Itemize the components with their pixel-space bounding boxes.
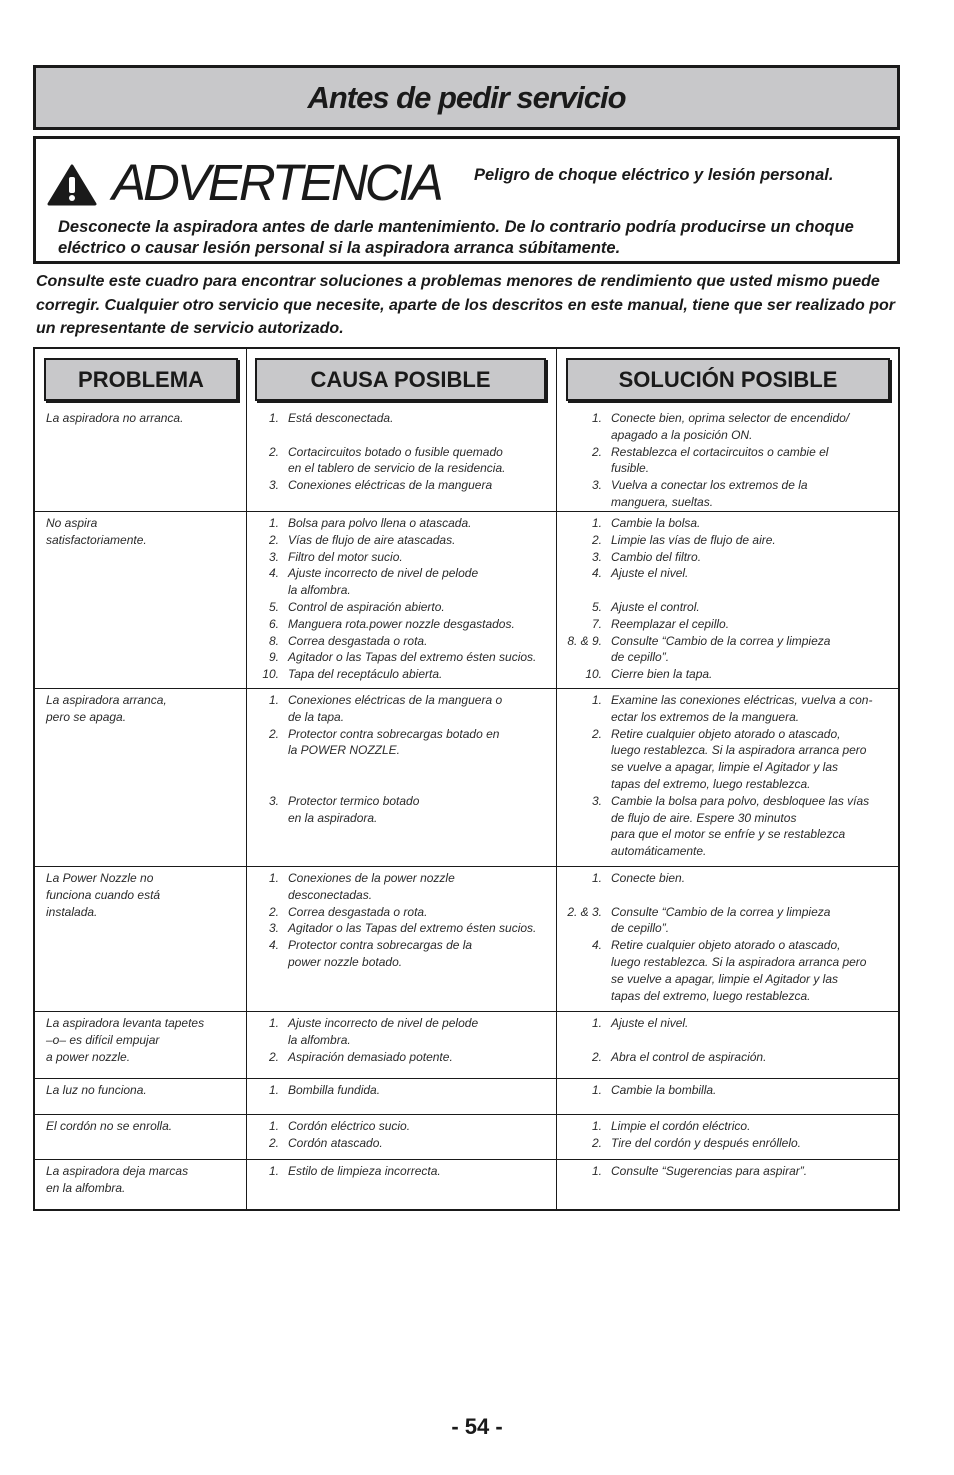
list-item-number: 3. bbox=[591, 793, 602, 808]
list-item-number: 1. bbox=[591, 1083, 602, 1097]
list-item-number: 2. bbox=[268, 444, 279, 459]
list-item-text: Consulte “Cambio de la correa y limpieza bbox=[611, 633, 831, 648]
row-divider bbox=[35, 1159, 898, 1160]
list-item-text: Conexiones eléctricas de la manguera o bbox=[288, 693, 503, 707]
header-problem: PROBLEMA bbox=[44, 358, 238, 401]
list-item-number: 3. bbox=[591, 549, 602, 564]
row-divider bbox=[35, 1114, 898, 1115]
row-divider bbox=[35, 866, 898, 867]
list-item-text: Agitador o las Tapas del extremo ésten sucios. bbox=[288, 650, 537, 665]
list-item-number: 2. bbox=[268, 1049, 279, 1064]
row-divider bbox=[35, 511, 898, 512]
list-item-text: power nozzle botado. bbox=[288, 954, 403, 969]
list-item-text: Abra el control de aspiración. bbox=[611, 1049, 767, 1064]
list-item-text: Tapa del receptáculo abierta. bbox=[288, 667, 443, 682]
list-item-text: Limpie el cordón eléctrico. bbox=[611, 1119, 751, 1133]
list-item-number: 5. bbox=[268, 599, 279, 614]
list-item-number: 2. bbox=[268, 904, 279, 919]
troubleshooting-table bbox=[33, 347, 900, 1211]
list-item: en la alfombra. bbox=[46, 1180, 126, 1195]
list-item-number: 1. bbox=[268, 1164, 279, 1178]
list-item-text: Ajuste el nivel. bbox=[611, 566, 689, 581]
list-item-text: Ajuste el nivel. bbox=[611, 1016, 689, 1030]
list-item-text: de cepillo”. bbox=[611, 650, 670, 665]
list-item-text: se vuelve a apagar, limpie el Agitador y las bbox=[611, 971, 839, 986]
list-item-text: Estilo de limpieza incorrecta. bbox=[288, 1164, 441, 1178]
list-item-number: 2. bbox=[591, 1049, 602, 1064]
page-title: Antes de pedir servicio bbox=[307, 79, 626, 115]
list-item-text: fusible. bbox=[611, 461, 650, 476]
list-item-text: Filtro del motor sucio. bbox=[288, 549, 403, 564]
list-item-text: Examine las conexiones eléctricas, vuelva a con- bbox=[611, 693, 873, 707]
list-item-number: 1. bbox=[591, 871, 602, 885]
list-item-text: Protector contra sobrecargas de la bbox=[288, 938, 473, 953]
warning-triangle-icon bbox=[47, 164, 97, 206]
list-item-text: Cortacircuitos botado o fusible quemado bbox=[288, 444, 503, 459]
list-item-text: Cordón atascado. bbox=[288, 1135, 383, 1150]
list-item-number: 1. bbox=[591, 693, 602, 707]
list-item-text: Ajuste incorrecto de nivel de pelode bbox=[288, 1016, 479, 1030]
cell-problem bbox=[46, 692, 167, 726]
list-item-number: 2. & 3. bbox=[567, 904, 602, 919]
list-item-text: luego restablezca. Si la aspiradora arranca pero bbox=[611, 954, 867, 969]
list-item: satisfactoriamente. bbox=[46, 532, 147, 547]
list-item-text: desconectadas. bbox=[288, 887, 373, 902]
cell-problem bbox=[46, 1118, 172, 1135]
list-item-text: Cambie la bombilla. bbox=[611, 1083, 717, 1097]
list-item-text: se vuelve a apagar, limpie el Agitador y las bbox=[611, 760, 839, 775]
column-divider bbox=[556, 349, 557, 1209]
list-item-text: Conecte bien. bbox=[611, 871, 686, 885]
list-item-number: 2. bbox=[268, 726, 279, 741]
list-item-text: Protector termico botado bbox=[288, 793, 420, 808]
list-item-number: 4. bbox=[591, 566, 602, 581]
list-item-number: 1. bbox=[268, 1119, 279, 1133]
list-item-text: Cambie la bolsa para polvo, desbloquee las vías bbox=[611, 793, 870, 808]
list-item-text: Cambie la bolsa. bbox=[611, 516, 701, 530]
list-item-text: Manguera rota.power nozzle desgastados. bbox=[288, 616, 515, 631]
list-item-text: Control de aspiración abierto. bbox=[288, 599, 445, 614]
cell-problem bbox=[46, 1015, 204, 1065]
list-item-text: Consulte “Sugerencias para aspirar”. bbox=[611, 1164, 808, 1178]
list-item-number: 1. bbox=[591, 516, 602, 530]
list-item-text: Reemplazar el cepillo. bbox=[611, 616, 730, 631]
list-item-number: 2. bbox=[268, 1135, 279, 1150]
list-item-text: Consulte “Cambio de la correa y limpieza bbox=[611, 904, 831, 919]
list-item-text: Vuelva a conectar los extremos de la bbox=[611, 478, 808, 493]
list-item-text: Aspiración demasiado potente. bbox=[288, 1049, 453, 1064]
list-item-text: Agitador o las Tapas del extremo ésten sucios. bbox=[288, 921, 537, 936]
list-item-number: 8. bbox=[268, 633, 279, 648]
list-item: La luz no funciona. bbox=[46, 1083, 147, 1097]
list-item-text: ectar los extremos de la manguera. bbox=[611, 709, 800, 724]
list-item-text: Bombilla fundida. bbox=[288, 1083, 381, 1097]
list-item-text: Cambio del filtro. bbox=[611, 549, 702, 564]
list-item-number: 3. bbox=[268, 793, 279, 808]
list-item-number: 1. bbox=[268, 1083, 279, 1097]
list-item-text: Correa desgastada o rota. bbox=[288, 904, 428, 919]
list-item-text: Limpie las vías de flujo de aire. bbox=[611, 532, 776, 547]
list-item-number: 2. bbox=[591, 1135, 602, 1150]
list-item-number: 5. bbox=[591, 599, 602, 614]
list-item-number: 3. bbox=[591, 478, 602, 493]
list-item-text: en el tablero de servicio de la residencia. bbox=[288, 461, 506, 476]
warning-subtitle: Peligro de choque eléctrico y lesión personal. bbox=[474, 166, 834, 184]
list-item-number: 1. bbox=[591, 1119, 602, 1133]
list-item-number: 2. bbox=[591, 726, 602, 741]
list-item: pero se apaga. bbox=[46, 709, 127, 724]
list-item: instalada. bbox=[46, 904, 98, 919]
list-item-text: Cordón eléctrico sucio. bbox=[288, 1119, 411, 1133]
list-item-text: Protector contra sobrecargas botado en bbox=[288, 726, 500, 741]
warning-body: Desconecte la aspiradora antes de darle mantenimiento. De lo contrario podría producirse un choque eléctrico o causar lesión personal si la aspiradora arranca súbitamente. bbox=[58, 218, 854, 257]
cell-problem bbox=[46, 410, 183, 427]
list-item-text: para que el motor se enfríe y se restablezca bbox=[611, 827, 846, 842]
list-item-text: Ajuste el control. bbox=[611, 599, 700, 614]
row-divider bbox=[35, 1011, 898, 1012]
list-item: La aspiradora deja marcas bbox=[46, 1164, 189, 1178]
list-item-number: 1. bbox=[268, 411, 279, 425]
list-item-text: tapas del extremo, luego restablezca. bbox=[611, 988, 811, 1003]
list-item: No aspira bbox=[46, 516, 98, 530]
list-item-number: 10. bbox=[262, 667, 279, 682]
column-divider bbox=[246, 349, 247, 1209]
list-item-number: 10. bbox=[585, 667, 602, 682]
warning-box bbox=[33, 136, 900, 264]
list-item-number: 3. bbox=[268, 549, 279, 564]
header-solution: SOLUCIÓN POSIBLE bbox=[566, 358, 890, 401]
row-divider bbox=[35, 688, 898, 689]
list-item-text: Cierre bien la tapa. bbox=[611, 667, 713, 682]
list-item-number: 4. bbox=[591, 938, 602, 953]
list-item-text: la alfombra. bbox=[288, 1032, 351, 1047]
cell-problem bbox=[46, 1082, 147, 1099]
list-item-text: manguera, sueltas. bbox=[611, 494, 714, 509]
warning-title: ADVERTENCIA bbox=[112, 154, 441, 211]
header-cause: CAUSA POSIBLE bbox=[255, 358, 546, 401]
list-item-number: 1. bbox=[591, 1164, 602, 1178]
page-title-bar bbox=[33, 65, 900, 130]
list-item-text: Bolsa para polvo llena o atascada. bbox=[288, 516, 472, 530]
list-item: La aspiradora no arranca. bbox=[46, 411, 184, 425]
page-number: - 54 - bbox=[451, 1414, 503, 1439]
list-item-text: tapas del extremo, luego restablezca. bbox=[611, 776, 811, 791]
list-item-text: Restablezca el cortacircuitos o cambie el bbox=[611, 444, 829, 459]
list-item-text: de cepillo”. bbox=[611, 921, 670, 936]
list-item-number: 2. bbox=[268, 532, 279, 547]
list-item-number: 7. bbox=[591, 616, 602, 631]
cell-problem bbox=[46, 515, 147, 549]
list-item-text: la alfombra. bbox=[288, 583, 351, 598]
list-item-number: 1. bbox=[268, 871, 279, 885]
list-item-number: 1. bbox=[591, 1016, 602, 1030]
list-item-text: Retire cualquier objeto atorado o atascado, bbox=[611, 726, 841, 741]
list-item-number: 9. bbox=[268, 650, 279, 665]
row-divider bbox=[35, 1078, 898, 1079]
list-item-number: 2. bbox=[591, 532, 602, 547]
list-item-text: de flujo de aire. Espere 30 minutos bbox=[611, 810, 797, 825]
list-item-text: de la tapa. bbox=[288, 709, 345, 724]
list-item: funciona cuando está bbox=[46, 887, 161, 902]
list-item-text: Está desconectada. bbox=[288, 411, 394, 425]
list-item-text: Ajuste incorrecto de nivel de pelode bbox=[288, 566, 479, 581]
list-item-text: automáticamente. bbox=[611, 844, 707, 859]
list-item-text: en la aspiradora. bbox=[288, 810, 378, 825]
list-item-number: 2. bbox=[591, 444, 602, 459]
list-item: El cordón no se enrolla. bbox=[46, 1119, 173, 1133]
list-item-number: 3. bbox=[268, 478, 279, 493]
cell-problem bbox=[46, 1163, 188, 1197]
list-item-text: Conexiones eléctricas de la manguera bbox=[288, 478, 493, 493]
list-item-text: Conexiones de la power nozzle bbox=[288, 871, 455, 885]
list-item-text: Conecte bien, oprima selector de encendido/ bbox=[611, 411, 850, 425]
cell-problem bbox=[46, 870, 160, 920]
list-item: a power nozzle. bbox=[46, 1049, 131, 1064]
list-item-text: Vías de flujo de aire atascadas. bbox=[288, 532, 456, 547]
list-item-text: Tire del cordón y después enróllelo. bbox=[611, 1135, 802, 1150]
list-item-number: 1. bbox=[268, 693, 279, 707]
list-item: –o– es difícil empujar bbox=[46, 1032, 160, 1047]
list-item-number: 4. bbox=[268, 566, 279, 581]
list-item: La Power Nozzle no bbox=[46, 871, 154, 885]
list-item-text: Correa desgastada o rota. bbox=[288, 633, 428, 648]
list-item-number: 1. bbox=[268, 1016, 279, 1030]
list-item-number: 1. bbox=[591, 411, 602, 425]
list-item-number: 4. bbox=[268, 938, 279, 953]
list-item: La aspiradora arranca, bbox=[46, 693, 167, 707]
list-item-text: luego restablezca. Si la aspiradora arranca pero bbox=[611, 743, 867, 758]
list-item-number: 1. bbox=[268, 516, 279, 530]
list-item-number: 3. bbox=[268, 921, 279, 936]
list-item-text: apagado a la posición ON. bbox=[611, 427, 753, 442]
list-item-number: 6. bbox=[268, 616, 279, 631]
list-item-text: Retire cualquier objeto atorado o atascado, bbox=[611, 938, 841, 953]
list-item-number: 8. & 9. bbox=[567, 633, 602, 648]
intro-paragraph: Consulte este cuadro para encontrar soluciones a problemas menores de rendimiento que usted mismo puede corregir. Cualquier otro servicio que necesite, aparte de los descritos en este manual, tiene que ser realizado por un representante de servicio autorizado. bbox=[36, 273, 895, 337]
list-item: La aspiradora levanta tapetes bbox=[46, 1016, 205, 1030]
list-item-text: la POWER NOZZLE. bbox=[288, 743, 401, 758]
